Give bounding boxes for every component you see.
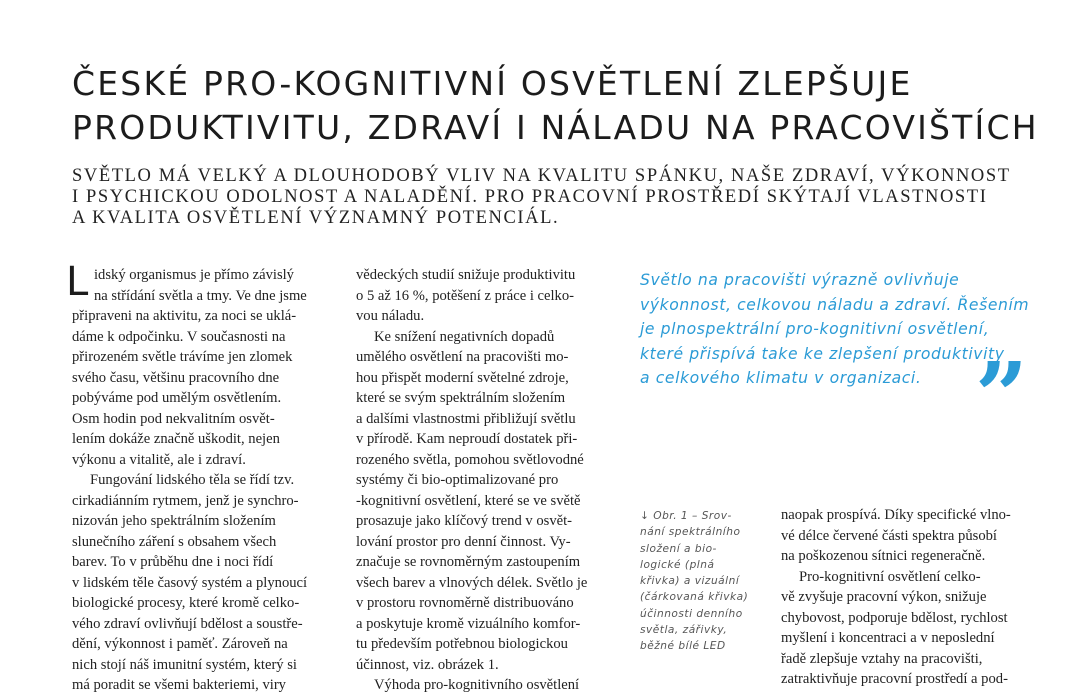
text-line: výkonu a vitalitě, ale i zdraví.	[72, 451, 246, 468]
text-line: idský organismus je přímo závislý	[94, 267, 294, 283]
text-line: značuje se rovnoměrným zastoupením	[356, 554, 581, 570]
caption-line: (čárkovaná křivka)	[640, 591, 749, 604]
caption-line: křivka) a vizuální	[640, 575, 740, 588]
lead-line: SVĚTLO MÁ VELKÝ A DLOUHODOBÝ VLIV NA KVALITU SPÁNKU, NAŠE ZDRAVÍ, VÝKONNOST	[72, 166, 1011, 186]
text-line: pobýváme pod umělým osvětlením.	[72, 390, 282, 406]
text-line: a poskytuje kromě vizuálního komfor-	[356, 615, 581, 632]
text-line: vého zdraví ovlivňují bdělost a soustře-	[72, 615, 303, 632]
text-line: nizován jeho spektrálním složením	[72, 513, 276, 529]
text-line: -kognitivní osvětlení, které se ve světě	[356, 492, 581, 509]
text-line: zatraktivňuje pracovní prostředí a pod-	[781, 671, 1008, 687]
text-line: naopak prospívá. Díky specifické vlno-	[781, 507, 1011, 523]
caption-line: účinnosti denního	[640, 607, 743, 620]
text-line: o 5 až 16 %, potěšení z práce i celko-	[356, 287, 575, 304]
text-line: přirozeném světle trávíme jen zlomek	[72, 349, 293, 365]
quotation-mark-icon: ”	[975, 342, 1028, 450]
text-line: prosazuje jako klíčový trend v osvět-	[356, 513, 573, 529]
caption-line: nání spektrálního	[640, 526, 741, 539]
text-line: chybovost, podporuje bdělost, rychlost	[781, 609, 1008, 626]
body-column-1	[72, 265, 332, 696]
text-line: dění, výkonnost i paměť. Zároveň na	[72, 636, 288, 652]
text-line: tu především potřebnou biologickou	[356, 636, 568, 652]
text-line: rozeného světla, pomohou světlovodné	[356, 451, 584, 468]
drop-cap: L	[66, 259, 89, 305]
article-lead	[72, 166, 1011, 229]
text-line: systémy či bio-optimalizované pro	[356, 472, 559, 488]
text-line: Výhoda pro-kognitivního osvětlení	[374, 677, 580, 693]
quote-line: je plnospektrální pro-kognitivní osvětlení,	[640, 320, 990, 338]
quote-line: a celkového klimatu v organizaci.	[640, 369, 922, 387]
text-line: vou náladu.	[356, 308, 425, 324]
text-line: lením dokáže značně uškodit, nejen	[72, 431, 280, 447]
text-line: svého času, většinu pracovního dne	[72, 369, 280, 386]
caption-line: běžné bílé LED	[640, 640, 726, 653]
text-line: řadě zlepšuje vztahy na pracovišti,	[781, 650, 983, 667]
text-line: účinnost, viz. obrázek 1.	[356, 656, 499, 673]
text-line: dáme k odpočinku. V současnosti na	[72, 328, 286, 345]
text-line: nich stojí náš imunitní systém, který si	[72, 656, 297, 673]
text-line: umělého osvětlení na pracovišti mo-	[356, 349, 569, 365]
text-line: lování prostor pro denní činnost. Vy-	[356, 533, 571, 550]
text-line: Pro-kognitivní osvětlení celko-	[799, 568, 981, 585]
text-line: v lidském těle časový systém a plynoucí	[72, 574, 308, 591]
title-line: ČESKÉ PRO-KOGNITIVNÍ OSVĚTLENÍ ZLEPŠUJE	[72, 64, 913, 103]
title-line: PRODUKTIVITU, ZDRAVÍ I NÁLADU NA PRACOVIŠTÍCH	[72, 108, 1039, 147]
text-line: má poradit se všemi bakteriemi, viry	[72, 677, 286, 693]
quote-line: Světlo na pracovišti výrazně ovlivňuje	[640, 271, 960, 289]
text-line: připraveni na aktivitu, za noci se uklá-	[72, 308, 297, 324]
caption-line: složení a bio-	[640, 542, 717, 555]
text-line: které se svým spektrálním složením	[356, 390, 566, 406]
text-line: všech barev a vlnových délek. Světlo je	[356, 574, 588, 591]
text-line: myšlení i koncentraci a v neposlední	[781, 630, 995, 646]
text-line: na střídání světla a tmy. Ve dne jsme	[94, 287, 307, 304]
text-line: v přírodě. Kam neproudí dostatek při-	[356, 431, 578, 447]
text-line: Osm hodin pod nekvalitním osvět-	[72, 410, 275, 427]
article-title	[72, 62, 1039, 150]
body-column-2	[356, 265, 616, 696]
text-line: Fungování lidského těla se řídí tzv.	[90, 472, 295, 488]
text-line: a dalšími vlastnostmi přibližují světlu	[356, 410, 576, 427]
text-line: vé délce červené části spektra působí	[781, 527, 997, 544]
figure-caption	[640, 508, 765, 655]
quote-line: které přispívá take ke zlepšení produktivity	[640, 344, 1005, 363]
lead-line: A KVALITA OSVĚTLENÍ VÝZNAMNÝ POTENCIÁL.	[72, 208, 560, 228]
body-column-4	[781, 505, 1041, 690]
text-line: v prostoru rovnoměrně distribuováno	[356, 595, 574, 611]
caption-line: logické (plná	[640, 558, 715, 571]
text-line: vě zvyšuje pracovní výkon, snižuje	[781, 589, 987, 605]
text-line: na poškozenou sítnici regeneračně.	[781, 548, 986, 564]
lead-line: I PSYCHICKOU ODOLNOST A NALADĚNÍ. PRO PRACOVNÍ PROSTŘEDÍ SKÝTAJÍ VLASTNOSTI	[72, 187, 988, 207]
text-line: biologické procesy, které kromě celko-	[72, 595, 300, 611]
quote-line: výkonnost, celkovou náladu a zdraví. Řešením	[640, 295, 1030, 314]
caption-line: ↓ Obr. 1 – Srov-	[640, 510, 732, 522]
text-line: Ke snížení negativních dopadů	[374, 328, 555, 345]
text-line: cirkadiánním rytmem, jenž je synchro-	[72, 492, 299, 509]
text-line: slunečního záření s obsahem všech	[72, 533, 277, 550]
caption-line: světla, zářivky,	[640, 624, 728, 637]
text-line: barev. To v průběhu dne i noci řídí	[72, 554, 274, 570]
text-line: vědeckých studií snižuje produktivitu	[356, 267, 576, 283]
text-line: hou přispět moderní světelné zdroje,	[356, 369, 569, 386]
